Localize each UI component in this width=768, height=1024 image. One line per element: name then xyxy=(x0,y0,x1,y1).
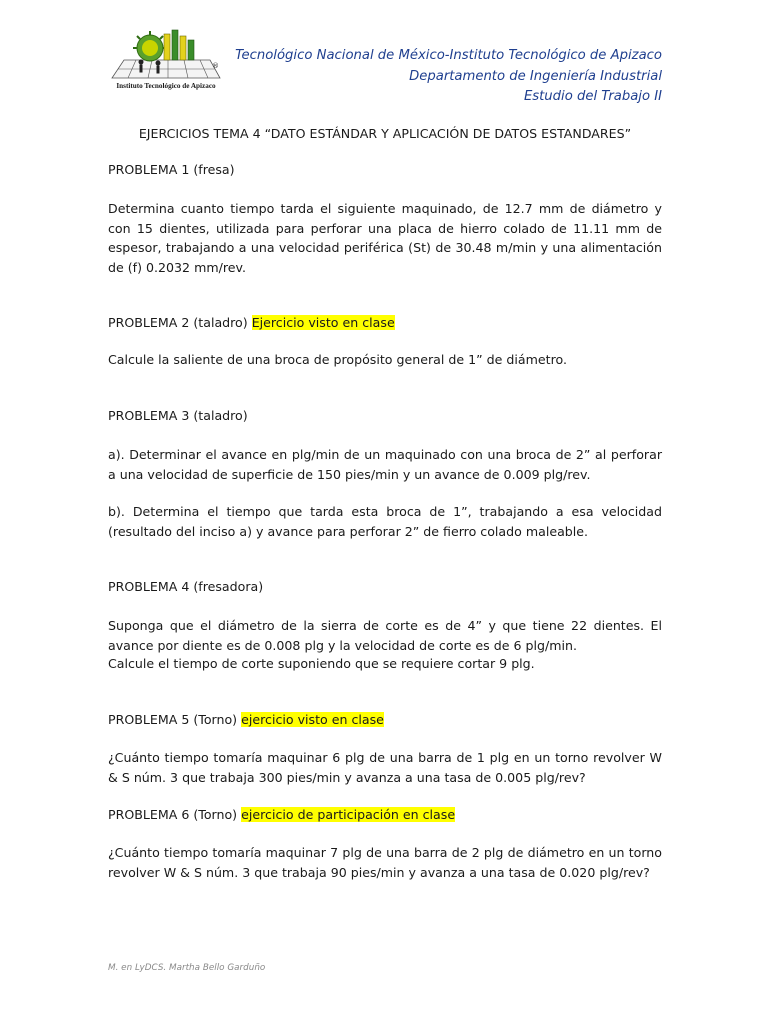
problem-3-heading: PROBLEMA 3 (taladro) xyxy=(108,408,248,423)
problem-4-heading: PROBLEMA 4 (fresadora) xyxy=(108,579,264,594)
problem-6-heading-label: PROBLEMA 6 (Torno) xyxy=(108,807,238,822)
problem-5-heading xyxy=(108,710,662,730)
page-footer: M. en LyDCS. Martha Bello Garduño xyxy=(108,963,266,973)
problem-6-note-highlight: ejercicio de participación en clase xyxy=(241,807,456,822)
institute-logo xyxy=(106,26,226,96)
problem-2-heading xyxy=(108,313,662,333)
logo-emblem-icon xyxy=(106,26,226,82)
header-course: Estudio del Trabajo II xyxy=(523,89,662,104)
problem-2-text: Calcule la saliente de una broca de propósito general de 1” de diámetro. xyxy=(108,352,567,367)
problem-4-text-2: Calcule el tiempo de corte suponiendo que se requiere cortar 9 plg. xyxy=(108,656,535,671)
page-title: EJERCICIOS TEMA 4 “DATO ESTÁNDAR Y APLICACIÓN DE DATOS ESTANDARES” xyxy=(138,126,632,141)
problem-3-part-a: a). Determinar el avance en plg/min de un maquinado con una broca de 2” al perforar a una velocidad de superficie de 150 pies/min y un avance de 0.009 plg/rev. xyxy=(108,447,662,482)
problem-2-note-highlight: Ejercicio visto en clase xyxy=(251,315,395,330)
problem-6-text: ¿Cuánto tiempo tomaría maquinar 7 plg de una barra de 2 plg de diámetro en un torno revolver W & S núm. 3 que trabaja 90 pies/min y avanza a una tasa de 0.020 plg/rev? xyxy=(108,845,662,880)
problem-1-text: Determina cuanto tiempo tarda el siguiente maquinado, de 12.7 mm de diámetro y con 15 dientes, utilizada para perforar una placa de hierro colado de 11.11 mm de espesor, trabajando a una velocidad periférica (St) de 30.48 m/min y una alimentación de (f) 0.2032 mm/rev. xyxy=(108,201,662,275)
problem-5-text: ¿Cuánto tiempo tomaría maquinar 6 plg de una barra de 1 plg en un torno revolver W & S núm. 3 que trabaja 300 pies/min y avanza a una tasa de 0.005 plg/rev? xyxy=(108,750,662,785)
problem-3-part-b: b). Determina el tiempo que tarda esta broca de 1”, trabajando a esa velocidad (resultado del inciso a) y avance para perforar 2” de fierro colado maleable. xyxy=(108,504,662,539)
header-department: Departamento de Ingeniería Industrial xyxy=(409,68,662,84)
problem-6-heading xyxy=(108,805,662,825)
problem-1-heading: PROBLEMA 1 (fresa) xyxy=(108,162,235,177)
logo-caption: Instituto Tecnológico de Apizaco xyxy=(116,82,216,90)
problem-2-heading-label: PROBLEMA 2 (taladro) xyxy=(108,315,248,330)
header-institution: Tecnológico Nacional de México-Instituto Tecnológico de Apizaco xyxy=(235,48,662,63)
problem-5-note-highlight: ejercicio visto en clase xyxy=(241,712,384,727)
document-header xyxy=(235,46,662,108)
problem-4-text-1: Suponga que el diámetro de la sierra de corte es de 4” y que tiene 22 dientes. El avance por diente es de 0.008 plg y la velocidad de corte es de 6 plg/min. xyxy=(108,618,662,653)
problem-5-heading-label: PROBLEMA 5 (Torno) xyxy=(108,712,238,727)
svg-text:®: ® xyxy=(212,62,219,70)
